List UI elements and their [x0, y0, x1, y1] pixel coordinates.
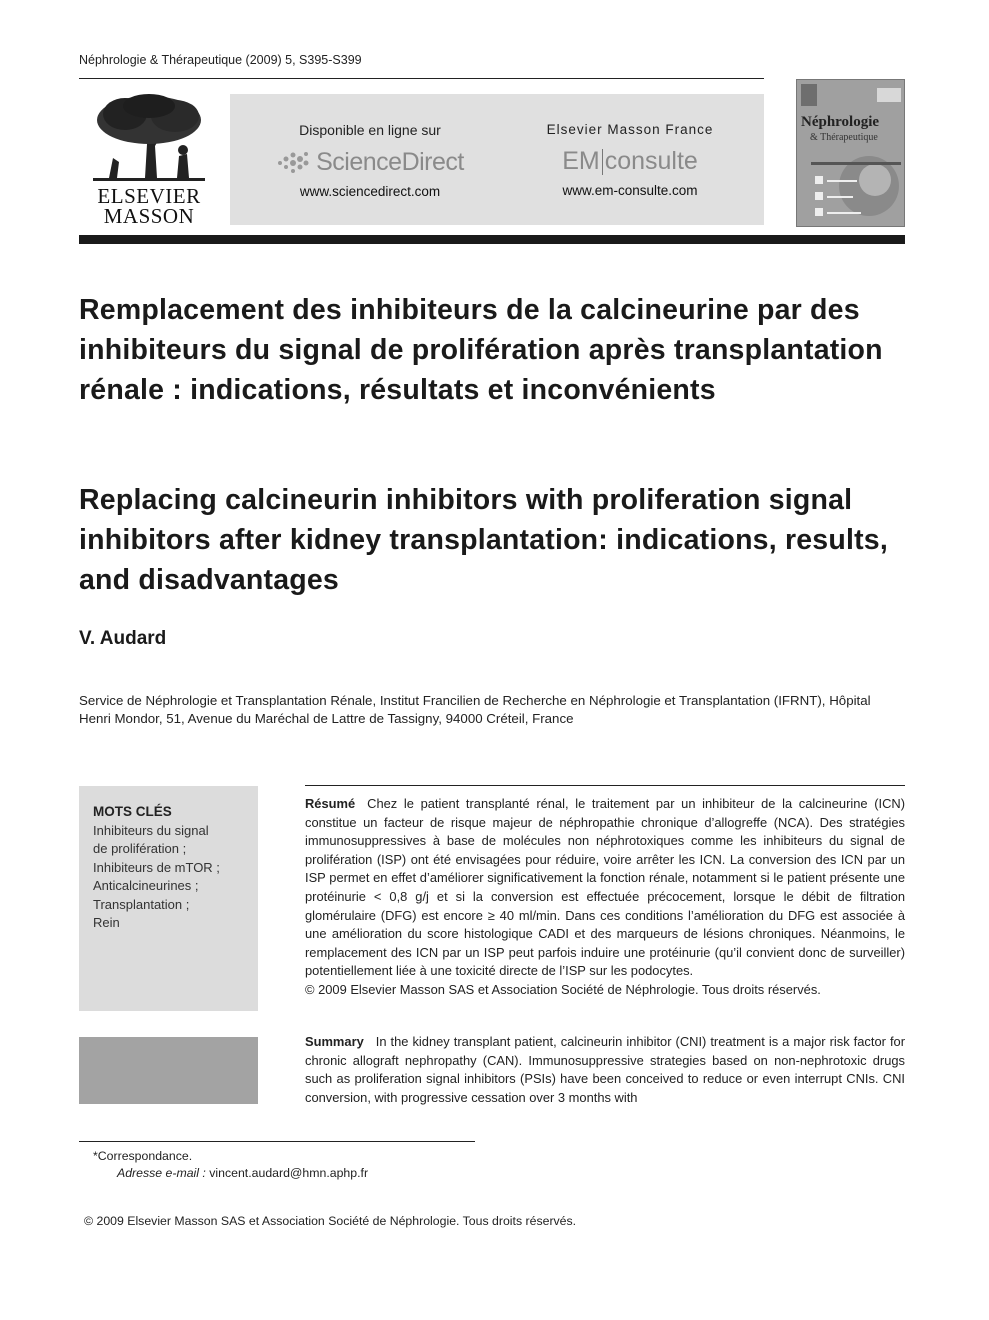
abstract-french [305, 795, 905, 1000]
availability-banner [230, 94, 764, 225]
cover-title: Néphrologie [801, 114, 880, 130]
cover-subtitle: & Thérapeutique [810, 132, 878, 143]
em-logo-left: EM [562, 147, 600, 175]
sciencedirect-caption: Disponible en ligne sur [299, 122, 441, 138]
article-title-french: Remplacement des inhibiteurs de la calcineurine par des inhibiteurs du signal de prolifération après transplantation rénale : indications, résultats et inconvénients [79, 294, 883, 406]
keyword-line: Transplantation ; [93, 896, 190, 912]
elsevier-wordmark: ELSEVIER [97, 184, 201, 208]
sciencedirect-url[interactable]: www.sciencedirect.com [299, 184, 441, 199]
sciencedirect-block [245, 94, 495, 199]
header-rule [79, 78, 764, 79]
sciencedirect-logo-text: ScienceDirect [316, 147, 464, 176]
summary-label: Summary [305, 1034, 364, 1049]
header-thick-rule [79, 235, 905, 244]
keywords-box [79, 786, 258, 1011]
footnote-rule [79, 1141, 475, 1142]
abstract-english [305, 1033, 905, 1107]
email-address[interactable]: vincent.audard@hmn.aphp.fr [209, 1166, 369, 1180]
keyword-line: Inhibiteurs du signal [93, 823, 209, 838]
resume-copyright: © 2009 Elsevier Masson SAS et Association Société de Néphrologie. Tous droits réservés. [305, 981, 821, 997]
emconsulte-block [505, 94, 755, 198]
emconsulte-logo[interactable] [505, 143, 755, 179]
author-affiliation: Service de Néphrologie et Transplantation Rénale, Institut Francilien de Recherche en Néphrologie et Transplantation (IFRNT), Hôpital Henri Mondor, 51, Avenue du Maréchal de Lattre de Tassigny, 94000 Créteil, France [79, 693, 871, 726]
emconsulte-url[interactable]: www.em-consulte.com [562, 183, 698, 198]
journal-cover-thumbnail [796, 79, 905, 227]
keyword-line: Anticalcineurines ; [93, 878, 199, 894]
keyword-line: Inhibiteurs de mTOR ; [93, 859, 220, 875]
keyword-line: Rein [93, 915, 120, 931]
summary-text: In the kidney transplant patient, calcineurin inhibitor (CNI) treatment is a major risk factor for chronic allograft nephropathy (CAN). Immunosuppressive strategies based on non-nephrotoxic drugs such as proliferation signal inhibitors (PSIs) have been conceived to reduce or even interrupt CNIs. CNI conversion, with progressive cessation over 3 months with [305, 1034, 905, 1105]
page-copyright: © 2009 Elsevier Masson SAS et Association Société de Néphrologie. Tous droits réservés. [84, 1214, 577, 1228]
article-title-english: Replacing calcineurin inhibitors with proliferation signal inhibitors after kidney transplantation: indications, results, and disadvantages [79, 484, 888, 596]
correspondence-email [117, 1166, 368, 1180]
abstract-rule [305, 785, 905, 786]
keywords-list [93, 822, 253, 932]
keyword-line: de prolifération ; [93, 841, 187, 857]
resume-label: Résumé [305, 796, 356, 811]
journal-reference: Néphrologie & Thérapeutique (2009) 5, S395-S399 [79, 53, 362, 67]
elsevier-tree-icon [79, 92, 219, 186]
keywords-heading: MOTS CLÉS [93, 804, 172, 819]
summary-keywords-box [79, 1037, 258, 1104]
sciencedirect-dots-icon [276, 149, 310, 175]
sciencedirect-logo[interactable] [245, 144, 495, 180]
cover-art-icon [797, 80, 905, 227]
resume-text: Chez le patient transplanté rénal, le traitement par un inhibiteur de la calcineurine (ICN) constitue un facteur de risque majeur de néphropathie chronique d’allogreffe (NCA). Des stratégies immunosuppressives à base de molécules non néphrotoxiques comme les inhibiteurs du signal de prolifération (ISP) ont été envisagées pour réduire, voire arrêter les ICN. La conversion des ICN par un ISP permet en effet d’améliorer significativement la fonction rénale, notamment si le patient présente une protéinurie < 0,8 g/j et si la conversion est effectuée précocement, lorsque le débit de filtration glomérulaire (DFG) est encore ≥ 40 ml/min. Dans ces conditions l’amélioration du DFG est associée à une amélioration du score histologique CADI et des marqueurs de lésions chroniques. Néanmoins, le remplacement des ICN par un ISP peut parfois induire une protéinurie (qu’il convient donc de surveiller) potentiellement liée à une toxicité directe de l’ISP sur les podocytes. [305, 796, 905, 979]
em-logo-right: consulte [604, 147, 698, 175]
emconsulte-caption: Elsevier Masson France [546, 122, 714, 137]
em-logo-divider [602, 149, 603, 175]
email-label: Adresse e-mail : [117, 1166, 206, 1180]
correspondence-note: *Correspondance. [93, 1149, 193, 1163]
elsevier-masson-logo [79, 92, 219, 228]
masson-wordmark: MASSON [103, 204, 195, 228]
author-name: V. Audard [79, 628, 167, 649]
